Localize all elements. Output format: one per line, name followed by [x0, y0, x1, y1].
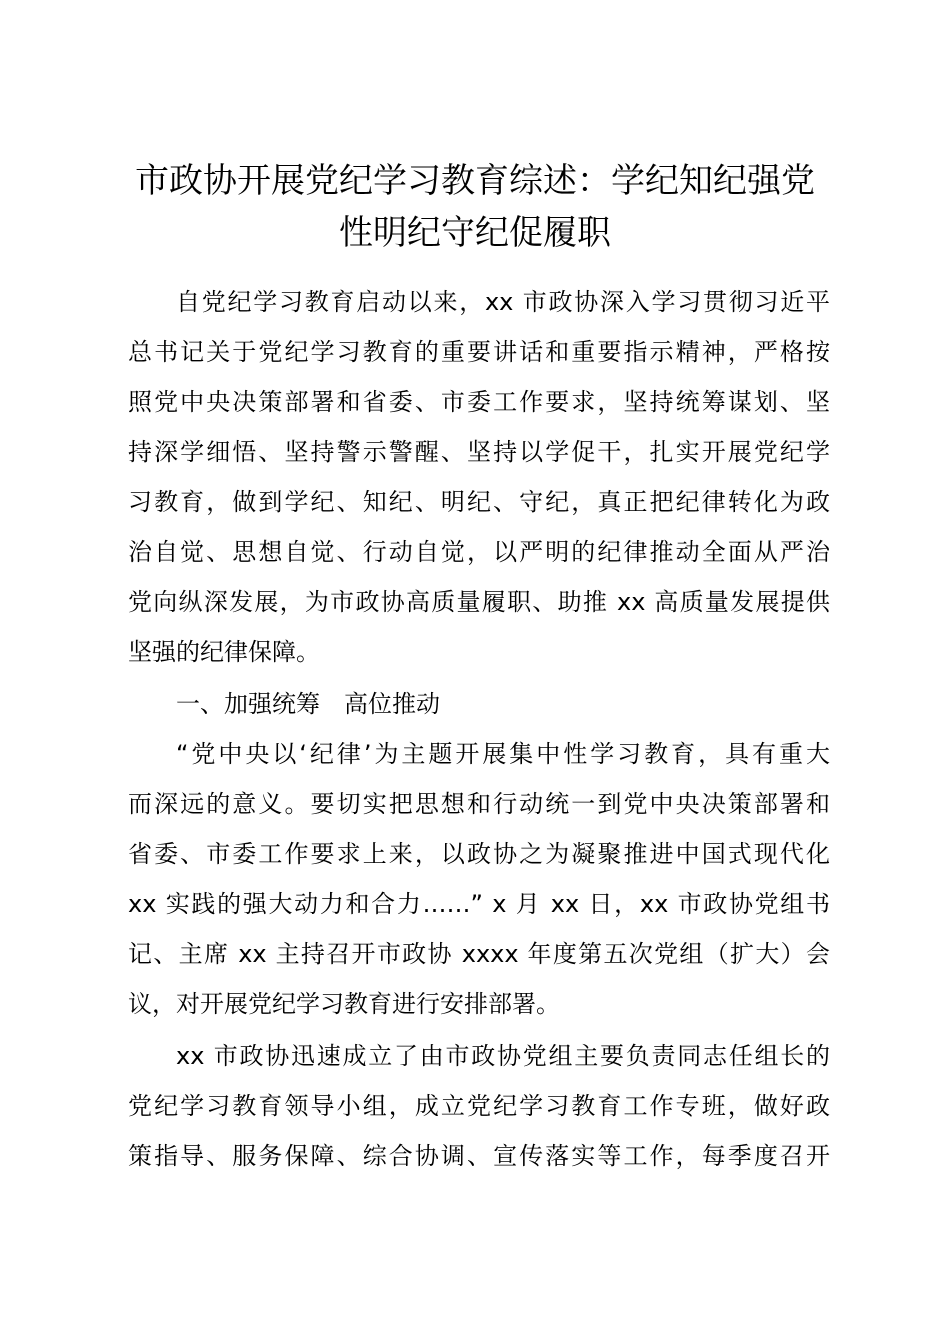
- paragraph-1-line-3: 照党中央决策部署和省委、市委工作要求，坚持统筹谋划、坚: [128, 388, 830, 416]
- section-heading-1: 一、加强统筹 高位推动: [176, 690, 440, 718]
- paragraph-2-line-2: 而深远的意义。要切实把思想和行动统一到党中央决策部署和: [128, 790, 830, 818]
- paragraph-1-line-4: 持深学细悟、坚持警示警醒、坚持以学促干，扎实开展党纪学: [128, 438, 830, 466]
- paragraph-1-line-2: 总书记关于党纪学习教育的重要讲话和重要指示精神，严格按: [128, 338, 830, 366]
- paragraph-1-line-8: 坚强的纪律保障。: [128, 638, 320, 666]
- paragraph-1-line-5: 习教育，做到学纪、知纪、明纪、守纪，真正把纪律转化为政: [128, 488, 830, 516]
- paragraph-1-line-6: 治自觉、思想自觉、行动自觉，以严明的纪律推动全面从严治: [128, 538, 830, 566]
- paragraph-3-line-1: xx 市政协迅速成立了由市政协党组主要负责同志任组长的: [176, 1042, 830, 1070]
- document-title-line-1: 市政协开展党纪学习教育综述：学纪知纪强党: [135, 161, 815, 201]
- paragraph-2-line-1: “党中央以‘纪律’为主题开展集中性学习教育，具有重大: [176, 740, 830, 768]
- document-title-line-2: 性明纪守纪促履职: [339, 213, 611, 253]
- paragraph-1-line-7: 党向纵深发展，为市政协高质量履职、助推 xx 高质量发展提供: [128, 588, 830, 616]
- paragraph-2-line-3: 省委、市委工作要求上来，以政协之为凝聚推进中国式现代化: [128, 840, 830, 868]
- paragraph-2-line-6: 议，对开展党纪学习教育进行安排部署。: [128, 990, 560, 1018]
- paragraph-1-line-1: 自党纪学习教育启动以来，xx 市政协深入学习贯彻习近平: [176, 288, 830, 316]
- paragraph-2-line-4: xx 实践的强大动力和合力……” x 月 xx 日，xx 市政协党组书: [128, 890, 830, 918]
- paragraph-2-line-5: 记、主席 xx 主持召开市政协 xxxx 年度第五次党组（扩大）会: [128, 940, 830, 968]
- paragraph-3-line-3: 策指导、服务保障、综合协调、宣传落实等工作，每季度召开: [128, 1142, 830, 1170]
- paragraph-3-line-2: 党纪学习教育领导小组，成立党纪学习教育工作专班，做好政: [128, 1092, 830, 1120]
